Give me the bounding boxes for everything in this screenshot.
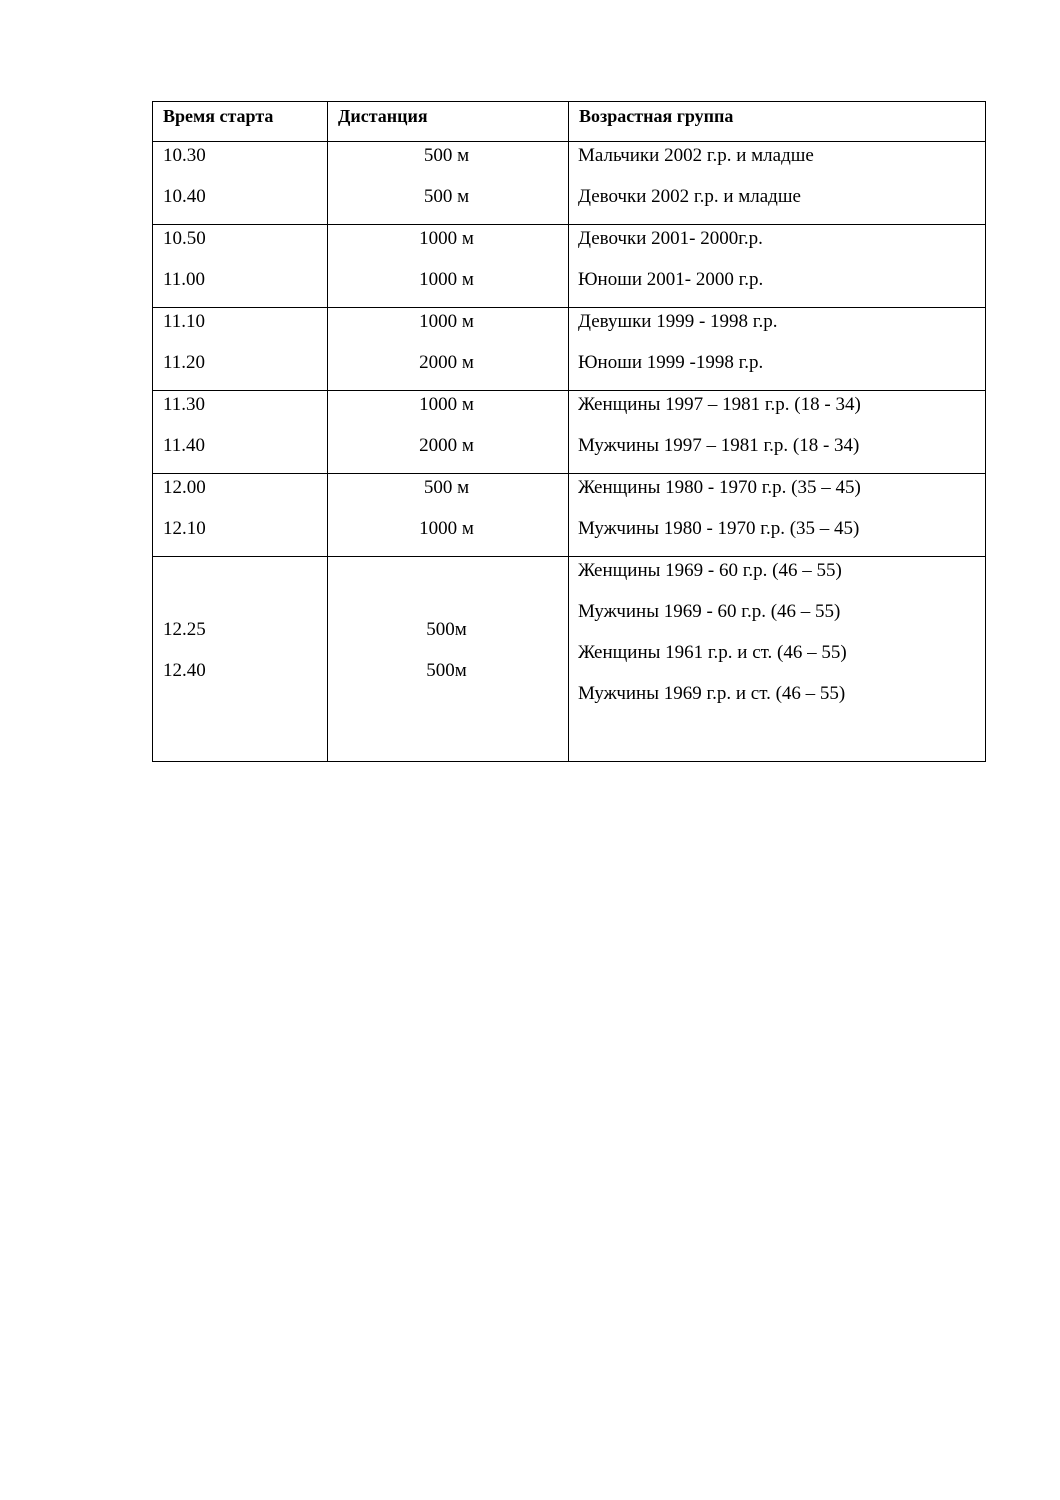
- table-row: [153, 557, 986, 762]
- start-time: 12.25: [163, 619, 206, 640]
- start-time: 12.00: [163, 477, 206, 498]
- distance-cell: [328, 308, 569, 391]
- distance-cell: [328, 474, 569, 557]
- start-time-cell: [153, 391, 328, 474]
- table-row: [153, 225, 986, 308]
- distance-cell: [328, 557, 569, 762]
- age-group-cell: [569, 225, 986, 308]
- age-group: Юноши 2001- 2000 г.р.: [578, 269, 764, 290]
- age-group-cell: [569, 474, 986, 557]
- start-time: 10.40: [163, 186, 206, 207]
- age-group-cell: [569, 391, 986, 474]
- distance-cell: [328, 391, 569, 474]
- start-time-cell: [153, 557, 328, 762]
- start-time-cell: [153, 308, 328, 391]
- distance-cell: [328, 225, 569, 308]
- age-group: Женщины 1969 - 60 г.р. (46 – 55): [578, 560, 842, 581]
- distance: 1000 м: [419, 311, 474, 332]
- start-time: 10.50: [163, 228, 206, 249]
- distance: 1000 м: [419, 269, 474, 290]
- header-start-time: Время старта: [153, 102, 328, 142]
- table-row: [153, 308, 986, 391]
- header-distance: Дистанция: [328, 102, 569, 142]
- distance: 1000 м: [419, 228, 474, 249]
- age-group-cell: [569, 142, 986, 225]
- start-time-cell: [153, 474, 328, 557]
- start-time: 11.20: [163, 352, 206, 373]
- age-group: Мужчины 1969 - 60 г.р. (46 – 55): [578, 601, 841, 622]
- age-group: Девочки 2001- 2000г.р.: [578, 228, 763, 249]
- table-row: [153, 142, 986, 225]
- table-header-row: [153, 102, 986, 142]
- start-time: 11.30: [163, 394, 206, 415]
- distance: 1000 м: [419, 518, 474, 539]
- distance: 1000 м: [419, 394, 474, 415]
- distance: 500 м: [423, 477, 470, 498]
- start-time-cell: [153, 225, 328, 308]
- start-time: 12.40: [163, 660, 206, 681]
- age-group: Девушки 1999 - 1998 г.р.: [578, 311, 778, 332]
- header-age-group: Возрастная группа: [569, 102, 986, 142]
- start-time: 12.10: [163, 518, 206, 539]
- distance-cell: [328, 142, 569, 225]
- age-group: Мужчины 1969 г.р. и ст. (46 – 55): [578, 683, 846, 704]
- start-time-cell: [153, 142, 328, 225]
- age-group: Девочки 2002 г.р. и младше: [578, 186, 801, 207]
- start-time: 11.00: [163, 269, 206, 290]
- distance: 500м: [426, 619, 467, 640]
- age-group: Мужчины 1997 – 1981 г.р. (18 - 34): [578, 435, 860, 456]
- schedule-table: [152, 101, 986, 762]
- age-group: Мальчики 2002 г.р. и младше: [578, 145, 814, 166]
- age-group: Юноши 1999 -1998 г.р.: [578, 352, 764, 373]
- distance: 2000 м: [419, 352, 474, 373]
- distance: 500 м: [423, 186, 470, 207]
- age-group: Женщины 1961 г.р. и ст. (46 – 55): [578, 642, 847, 663]
- start-time: 10.30: [163, 145, 206, 166]
- age-group: Мужчины 1980 - 1970 г.р. (35 – 45): [578, 518, 860, 539]
- age-group-cell: [569, 308, 986, 391]
- age-group: Женщины 1980 - 1970 г.р. (35 – 45): [578, 477, 861, 498]
- age-group: Женщины 1997 – 1981 г.р. (18 - 34): [578, 394, 861, 415]
- table-row: [153, 474, 986, 557]
- distance: 500м: [426, 660, 467, 681]
- distance: 500 м: [423, 145, 470, 166]
- distance: 2000 м: [419, 435, 474, 456]
- age-group-cell: [569, 557, 986, 762]
- start-time: 11.10: [163, 311, 206, 332]
- start-time: 11.40: [163, 435, 206, 456]
- table-row: [153, 391, 986, 474]
